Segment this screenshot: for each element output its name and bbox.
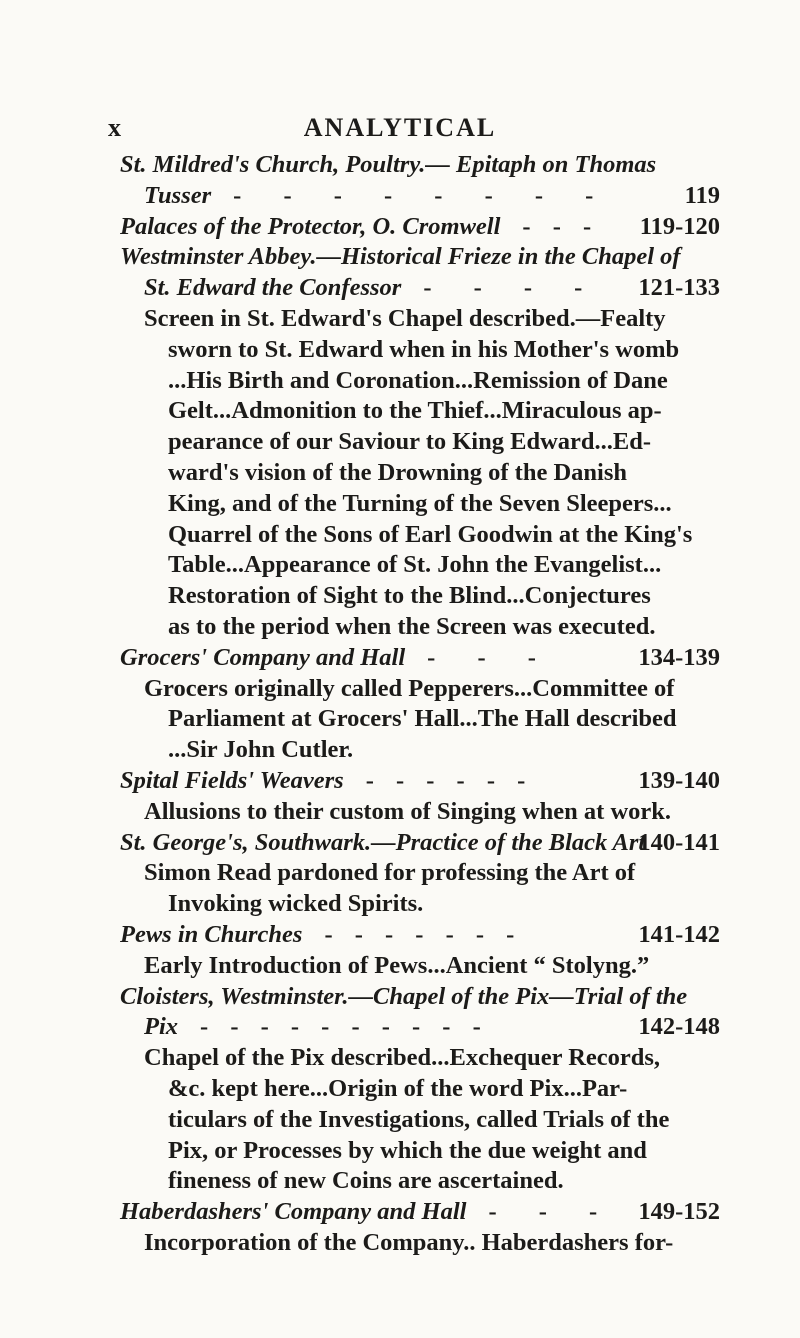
- line-text: sworn to St. Edward when in his Mother's womb: [168, 335, 680, 363]
- line-text: Grocers originally called Pepperers...Committee of: [144, 674, 675, 702]
- contents-entry-line: [120, 1136, 720, 1167]
- line-text: pearance of our Saviour to King Edward...Ed-: [168, 428, 652, 456]
- leader-dashes: - - - - - - -: [324, 920, 523, 948]
- leader-dashes: - - - - - - - -: [233, 181, 612, 209]
- line-text: Quarrel of the Sons of Earl Goodwin at the King's: [168, 520, 693, 548]
- page-range: 149-152: [638, 1198, 720, 1226]
- contents-entry-line: [120, 242, 720, 273]
- contents-entry-line: [120, 1228, 720, 1259]
- line-text: Pix: [144, 1013, 179, 1041]
- line-text: St. Mildred's Church, Poultry.— Epitaph on Thomas: [120, 151, 657, 178]
- contents-entry-heading: [120, 766, 720, 797]
- line-text: Screen in St. Edward's Chapel described.—Fealty: [144, 304, 666, 332]
- contents-entry-line: [120, 735, 720, 766]
- page-range: 140-141: [638, 828, 720, 856]
- contents-entry-heading: [120, 920, 720, 951]
- line-text: Invoking wicked Spirits.: [168, 890, 424, 918]
- contents-entry-heading: [120, 212, 720, 243]
- contents-entry-line: [120, 396, 720, 427]
- line-text: Incorporation of the Company.. Haberdashers for-: [144, 1228, 674, 1256]
- leader-dashes: - - -: [488, 1198, 616, 1226]
- line-text: Gelt...Admonition to the Thief...Miraculous ap-: [168, 397, 662, 425]
- line-text: ticulars of the Investigations, called Trials of the: [168, 1105, 670, 1133]
- contents-entry-line: [120, 1043, 720, 1074]
- page-range: 121-133: [638, 274, 720, 302]
- contents-entry-line: [120, 1105, 720, 1136]
- contents-entry-line: [120, 612, 720, 643]
- contents-entry-line: [120, 427, 720, 458]
- line-text: Restoration of Sight to the Blind...Conjectures: [168, 582, 651, 610]
- page-range: 119: [684, 181, 720, 209]
- contents-entry-heading: [120, 181, 720, 212]
- leader-dashes: - - - - - -: [365, 766, 534, 794]
- running-title: ANALYTICAL: [303, 113, 497, 142]
- leader-dashes: - - - -: [423, 274, 601, 302]
- line-text: Palaces of the Protector, O. Cromwell: [120, 212, 501, 240]
- line-text: Cloisters, Westminster.—Chapel of the Pix—Trial of the: [120, 982, 688, 1010]
- contents-entry-heading: [120, 1197, 720, 1228]
- line-text: Westminster Abbey.—Historical Frieze in the Chapel of: [120, 243, 681, 271]
- line-text: Pews in Churches: [120, 920, 303, 948]
- line-text: King, and of the Turning of the Seven Sleepers...: [168, 489, 672, 517]
- contents-entry-line: [120, 951, 720, 982]
- contents-entry-line: [120, 982, 720, 1013]
- contents-entry-heading: [120, 273, 720, 304]
- contents-entry-line: [120, 797, 720, 828]
- line-text: Early Introduction of Pews...Ancient “ Stolyng.”: [144, 951, 650, 979]
- line-text: Tusser: [144, 181, 212, 209]
- contents-entry-line: [120, 704, 720, 735]
- line-text: Table...Appearance of St. John the Evangelist...: [168, 551, 662, 579]
- line-text: ward's vision of the Drowning of the Danish: [168, 458, 627, 486]
- line-text: Grocers' Company and Hall: [120, 643, 406, 671]
- line-text: as to the period when the Screen was executed.: [168, 612, 656, 640]
- line-text: Simon Read pardoned for professing the Art of: [144, 859, 636, 887]
- contents-entry-line: [120, 550, 720, 581]
- contents-entry-line: [120, 674, 720, 705]
- page-range: 139-140: [638, 766, 720, 794]
- line-text: Haberdashers' Company and Hall: [120, 1198, 467, 1226]
- contents-entry-line: [120, 489, 720, 520]
- contents-entry-heading: [120, 1012, 720, 1043]
- contents-entry-line: [120, 335, 720, 366]
- contents-entry-line: [120, 458, 720, 489]
- contents-entry-line: [120, 520, 720, 551]
- contents-entry-line: [120, 304, 720, 335]
- contents-entry-line: [120, 581, 720, 612]
- contents-entry-line: [120, 1074, 720, 1105]
- line-text: Spital Fields' Weavers: [120, 766, 344, 794]
- leader-dashes: - - -: [427, 643, 554, 671]
- line-text: St. Edward the Confessor: [144, 274, 402, 302]
- contents-entry-heading: [120, 643, 720, 674]
- leader-dashes: - - - - - - - - - -: [200, 1013, 489, 1041]
- line-text: Chapel of the Pix described...Exchequer Records,: [144, 1044, 661, 1072]
- line-text: Pix, or Processes by which the due weight and: [168, 1136, 647, 1164]
- line-text: St. George's, Southwark.—Practice of the Black Art: [120, 828, 646, 856]
- contents-entry-line: [120, 889, 720, 920]
- contents-entry-heading: [120, 828, 720, 859]
- page-range: 119-120: [639, 212, 720, 240]
- contents-entry-line: [120, 150, 720, 181]
- line-text: fineness of new Coins are ascertained.: [168, 1167, 564, 1195]
- page-range: 141-142: [638, 920, 720, 948]
- leader-dashes: - - -: [522, 212, 600, 240]
- line-text: ...His Birth and Coronation...Remission of Dane: [168, 366, 668, 394]
- line-text: &c. kept here...Origin of the word Pix...Par-: [168, 1074, 628, 1102]
- contents-entry-line: [120, 1166, 720, 1197]
- line-text: Allusions to their custom of Singing when at work.: [144, 797, 672, 825]
- page-folio: x: [108, 113, 122, 142]
- contents-entry-line: [120, 366, 720, 397]
- line-text: Parliament at Grocers' Hall...The Hall described: [168, 705, 677, 733]
- page-range: 142-148: [638, 1013, 720, 1041]
- contents-entry-line: [120, 858, 720, 889]
- line-text: ...Sir John Cutler.: [168, 736, 354, 764]
- contents-body: [120, 150, 720, 1259]
- page-range: 134-139: [638, 643, 720, 671]
